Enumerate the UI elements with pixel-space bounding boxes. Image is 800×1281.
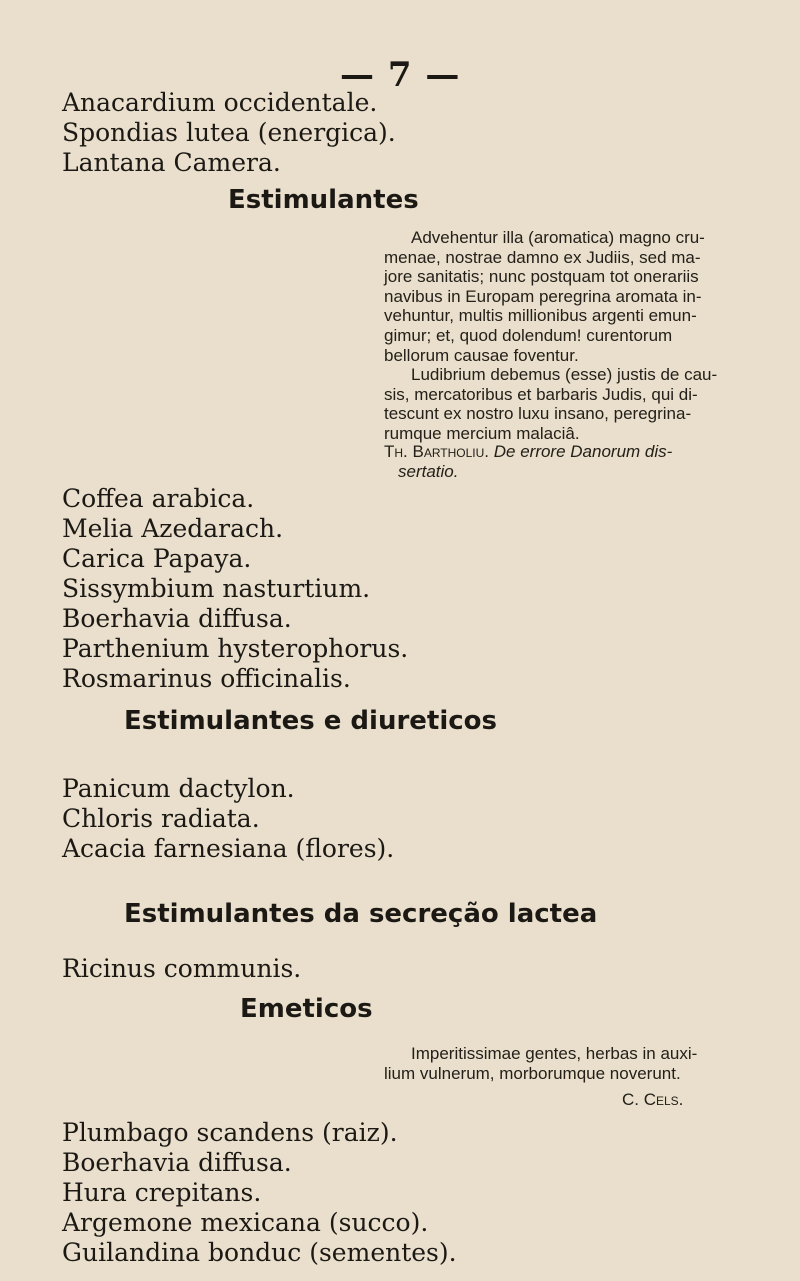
plant-list-3 xyxy=(62,774,394,864)
plant-list-1 xyxy=(62,88,396,178)
list-item: Ricinus communis. xyxy=(62,954,302,983)
quote-line: bellorum causae foventur. xyxy=(384,345,579,365)
quote-work: sertatio. xyxy=(398,462,459,481)
list-item: Plumbago scandens (raiz). xyxy=(62,1118,398,1147)
epigraph-attribution-1 xyxy=(384,442,672,482)
list-item: Melia Azedarach. xyxy=(62,514,284,543)
epigraph-attribution-2 xyxy=(622,1090,683,1110)
section-heading-emeticos: Emeticos xyxy=(240,994,373,1024)
quote-author: C. Cels. xyxy=(622,1090,684,1109)
list-item: Coffea arabica. xyxy=(62,484,255,513)
plant-list-2 xyxy=(62,484,408,694)
epigraph-quote-1 xyxy=(384,228,717,444)
list-item: Carica Papaya. xyxy=(62,544,252,573)
section-heading-estimulantes: Estimulantes xyxy=(228,185,419,215)
quote-line: lium vulnerum, morborumque noverunt. xyxy=(384,1063,681,1083)
list-item: Spondias lutea (energica). xyxy=(62,118,396,147)
quote-line: rumque mercium malaciâ. xyxy=(384,423,580,443)
list-item: Boerhavia diffusa. xyxy=(62,1148,292,1177)
quote-line: menae, nostrae damno ex Judiis, sed ma- xyxy=(384,247,701,267)
plant-list-5 xyxy=(62,1118,457,1268)
quote-line: vehuntur, multis millionibus argenti emun- xyxy=(384,306,697,326)
list-item: Rosmarinus officinalis. xyxy=(62,664,351,693)
epigraph-quote-2 xyxy=(384,1044,697,1083)
plant-list-4 xyxy=(62,954,301,984)
quote-line: jore sanitatis; nunc postquam tot onerariis xyxy=(384,267,699,287)
list-item: Hura crepitans. xyxy=(62,1178,262,1207)
list-item: Chloris radiata. xyxy=(62,804,260,833)
section-heading-secrecao-lactea: Estimulantes da secreção lactea xyxy=(124,899,598,929)
quote-line: navibus in Europam peregrina aromata in- xyxy=(384,286,702,306)
list-item: Sissymbium nasturtium. xyxy=(62,574,371,603)
list-item: Lantana Camera. xyxy=(62,148,281,177)
section-heading-estimulantes-diureticos: Estimulantes e diureticos xyxy=(124,706,498,736)
list-item: Acacia farnesiana (flores). xyxy=(62,834,395,863)
page-number: — 7 — xyxy=(340,55,461,95)
list-item: Argemone mexicana (succo). xyxy=(62,1208,429,1237)
list-item: Parthenium hysterophorus. xyxy=(62,634,409,663)
list-item: Anacardium occidentale. xyxy=(62,88,378,117)
quote-line: Imperitissimae gentes, herbas in auxi- xyxy=(411,1044,698,1063)
quote-work: De errore Danorum dis- xyxy=(493,442,673,461)
list-item: Boerhavia diffusa. xyxy=(62,604,292,633)
quote-line: sis, mercatoribus et barbaris Judis, qui di- xyxy=(384,384,698,404)
quote-line: tescunt ex nostro luxu insano, peregrina- xyxy=(384,404,692,424)
quote-line: gimur; et, quod dolendum! curentorum xyxy=(384,325,673,345)
quote-line: Advehentur illa (aromatica) magno cru- xyxy=(411,228,705,247)
list-item: Panicum dactylon. xyxy=(62,774,295,803)
quote-author: Th. Bartholiu. xyxy=(384,442,490,461)
list-item: Guilandina bonduc (sementes). xyxy=(62,1238,457,1267)
quote-line: Ludibrium debemus (esse) justis de cau- xyxy=(411,365,718,385)
